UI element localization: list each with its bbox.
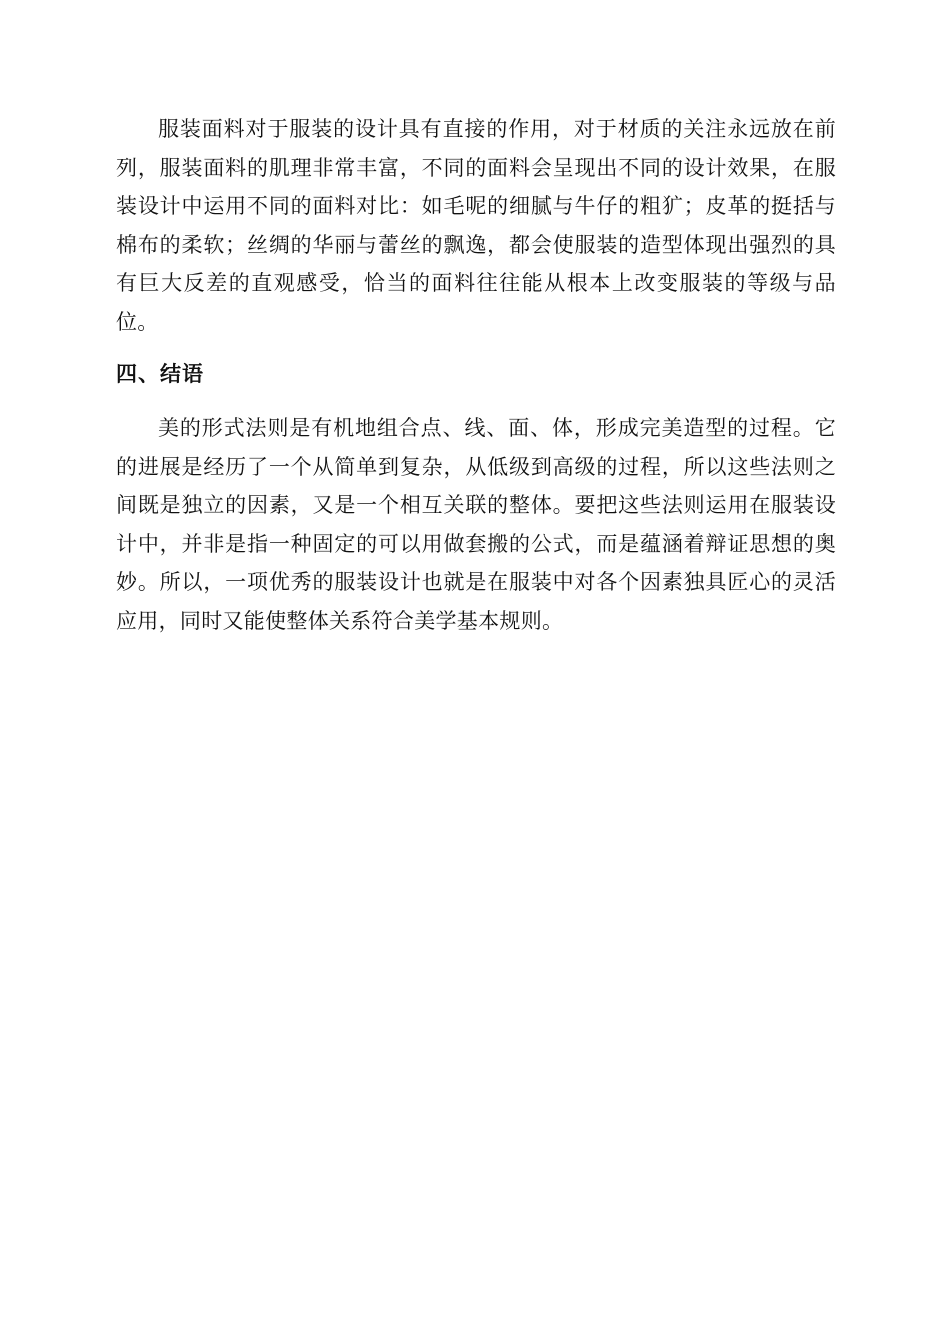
paragraph-fabric: 服装面料对于服装的设计具有直接的作用，对于材质的关注永远放在前列，服装面料的肌理非常丰富，不同的面料会呈现出不同的设计效果，在服装设计中运用不同的面料对比：如毛呢的细腻与牛仔的粗犷；皮革的挺括与棉布的柔软；丝绸的华丽与蕾丝的飘逸，都会使服装的造型体现出强烈的具有巨大反差的直观感受，恰当的面料往往能从根本上改变服装的等级与品位。 <box>116 117 836 334</box>
section-heading-conclusion: 四、结语 <box>116 362 204 386</box>
document-page <box>116 110 836 640</box>
paragraph-conclusion: 美的形式法则是有机地组合点、线、面、体，形成完美造型的过程。它的进展是经历了一个从简单到复杂，从低级到高级的过程，所以这些法则之间既是独立的因素，又是一个相互关联的整体。要把这些法则运用在服装设计中，并非是指一种固定的可以用做套搬的公式，而是蕴涵着辩证思想的奥妙。所以，一项优秀的服装设计也就是在服装中对各个因素独具匠心的灵活应用，同时又能使整体关系符合美学基本规则。 <box>116 416 836 633</box>
